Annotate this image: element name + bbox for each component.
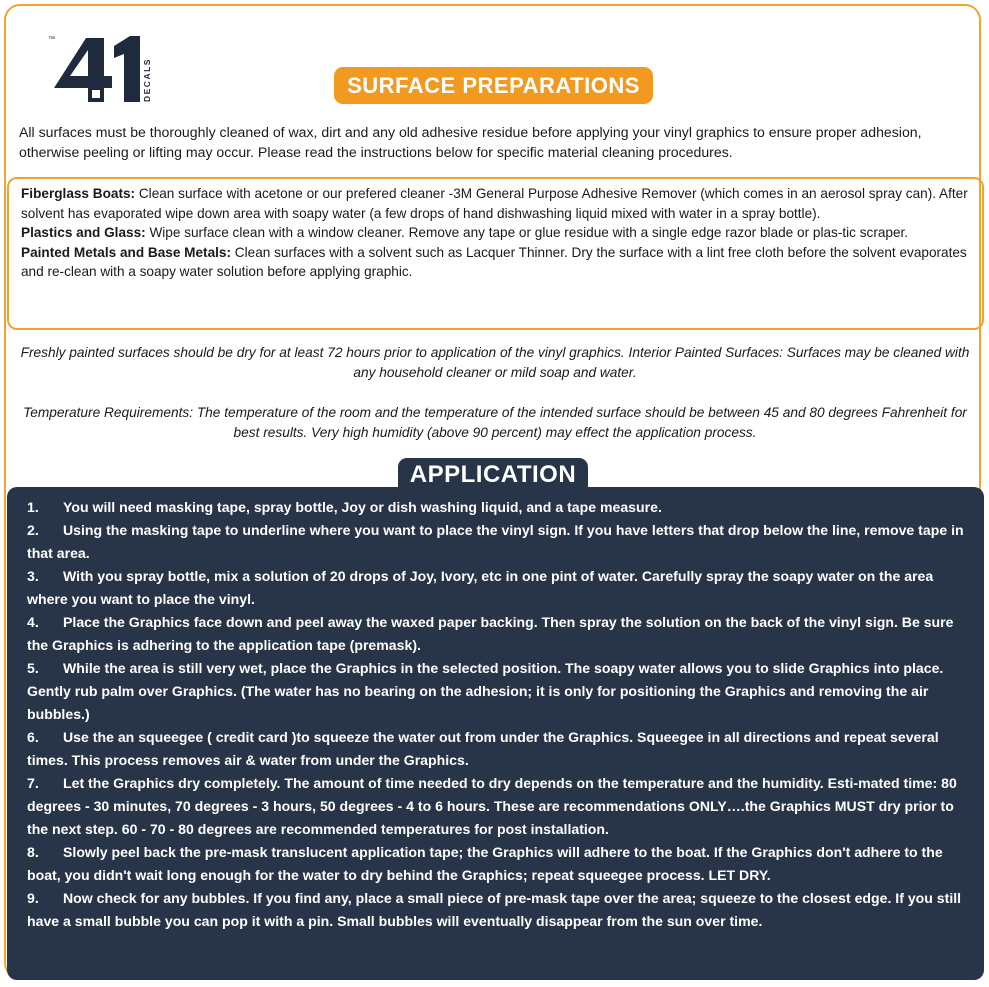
intro-paragraph: All surfaces must be thoroughly cleaned of wax, dirt and any old adhesive residue before applying your vinyl graphics to ensure proper adhesion, otherwise peeling or lifting may occur. Please read the instructions below for specific material cleaning procedures. (19, 124, 922, 160)
step-text: Slowly peel back the pre-mask translucent application tape; the Graphics will adhere to the boat. If the Graphics don't adhere to the boat, you didn't wait long enough for the water to dry behind the Graphics; repeat squeegee process. LET DRY. (27, 844, 943, 883)
application-step (27, 657, 970, 726)
application-title: APPLICATION (409, 461, 577, 488)
material-text: Clean surfaces with a solvent such as Lacquer Thinner. Dry the surface with a lint free cloth before the solvent evaporates and re-clean with a soapy water solution before applying graphic. (21, 244, 967, 280)
step-text: Let the Graphics dry completely. The amount of time needed to dry depends on the temperature and the humidity. Esti-mated time: 80 degrees - 30 minutes, 70 degrees - 3 hours, 50 degrees - 4 to 6 hours. These are recommendations ONLY….the Graphics MUST dry prior to the next step. 60 - 70 - 80 degrees are recommended temperatures for post installation. (27, 775, 957, 837)
step-text: Use the an squeegee ( credit card )to squeeze the water out from under the Graphics. Squeegee in all directions and repeat several times. This process removes air & water from under the Graphics. (27, 729, 939, 768)
material-cleaning-box (7, 177, 984, 330)
surface-preparations-header (334, 67, 653, 104)
step-number: 1. (27, 499, 39, 515)
step-text: Place the Graphics face down and peel away the waxed paper backing. Then spray the solution on the back of the vinyl sign. Be sure the Graphics is adhering to the application tape (premask). (27, 614, 954, 653)
step-number: 3. (27, 568, 39, 584)
material-text: Clean surface with acetone or our prefered cleaner -3M General Purpose Adhesive Remover (which comes in an aerosol spray can). After solvent has evaporated wipe down area with soapy water (a few drops of hand dishwashing liquid mixed with water in a spray bottle). (21, 186, 968, 221)
logo-trademark: ™ (48, 36, 55, 43)
material-item-metals (21, 243, 972, 282)
material-item-plastics-glass (21, 223, 972, 243)
step-text: You will need masking tape, spray bottle, Joy or dish washing liquid, and a tape measure. (63, 499, 662, 515)
step-number: 5. (27, 660, 39, 676)
step-number: 8. (27, 844, 39, 860)
logo-subtitle: DECALS (142, 58, 152, 102)
step-text: Using the masking tape to underline where you want to place the vinyl sign. If you have letters that drop below the line, remove tape in that area. (27, 522, 964, 561)
logo-graphic (46, 32, 158, 106)
application-steps-panel (7, 487, 984, 980)
brand-logo (46, 32, 158, 106)
temperature-note: Temperature Requirements: The temperature of the room and the temperature of the intended surface should be between 45 and 80 degrees Fahrenheit for best results. Very high humidity (above 90 percent) may effect the application process. (23, 405, 967, 440)
application-step (27, 772, 970, 841)
step-number: 9. (27, 890, 39, 906)
material-item-fiberglass (21, 184, 972, 223)
application-step (27, 519, 970, 565)
step-number: 2. (27, 522, 39, 538)
step-number: 6. (27, 729, 39, 745)
application-step (27, 565, 970, 611)
material-heading: Plastics and Glass: (21, 225, 146, 241)
application-header (398, 458, 588, 492)
application-step (27, 841, 970, 887)
material-heading: Painted Metals and Base Metals: (21, 244, 232, 260)
step-text: With you spray bottle, mix a solution of 20 drops of Joy, Ivory, etc in one pint of water. Carefully spray the soapy water on the area where you want to place the vinyl. (27, 568, 934, 607)
application-step (27, 496, 970, 519)
step-text: Now check for any bubbles. If you find any, place a small piece of pre-mask tape over the area; squeeze to the closest edge. If you still have a small bubble you can pop it with a pin. Small bubbles will eventually disappear from the sun over time. (27, 890, 962, 929)
application-step (27, 611, 970, 657)
step-text: While the area is still very wet, place the Graphics in the selected position. The soapy water allows you to slide Graphics into place. Gently rub palm over Graphics. (The water has no bearing on the adhesion; it is only for positioning the Graphics and removing the air bubbles.) (27, 660, 944, 722)
step-number: 7. (27, 775, 39, 791)
material-text: Wipe surface clean with a window cleaner. Remove any tape or glue residue with a single edge razor blade or plas-tic scraper. (145, 225, 909, 241)
material-heading: Fiberglass Boats: (21, 186, 136, 201)
surface-preparations-title: SURFACE PREPARATIONS (347, 72, 640, 98)
application-step (27, 887, 970, 933)
application-step (27, 726, 970, 772)
step-number: 4. (27, 614, 39, 630)
fresh-paint-note: Freshly painted surfaces should be dry for at least 72 hours prior to application of the vinyl graphics. Interior Painted Surfaces: Surfaces may be cleaned with any household cleaner or mild soap and water. (20, 345, 970, 380)
